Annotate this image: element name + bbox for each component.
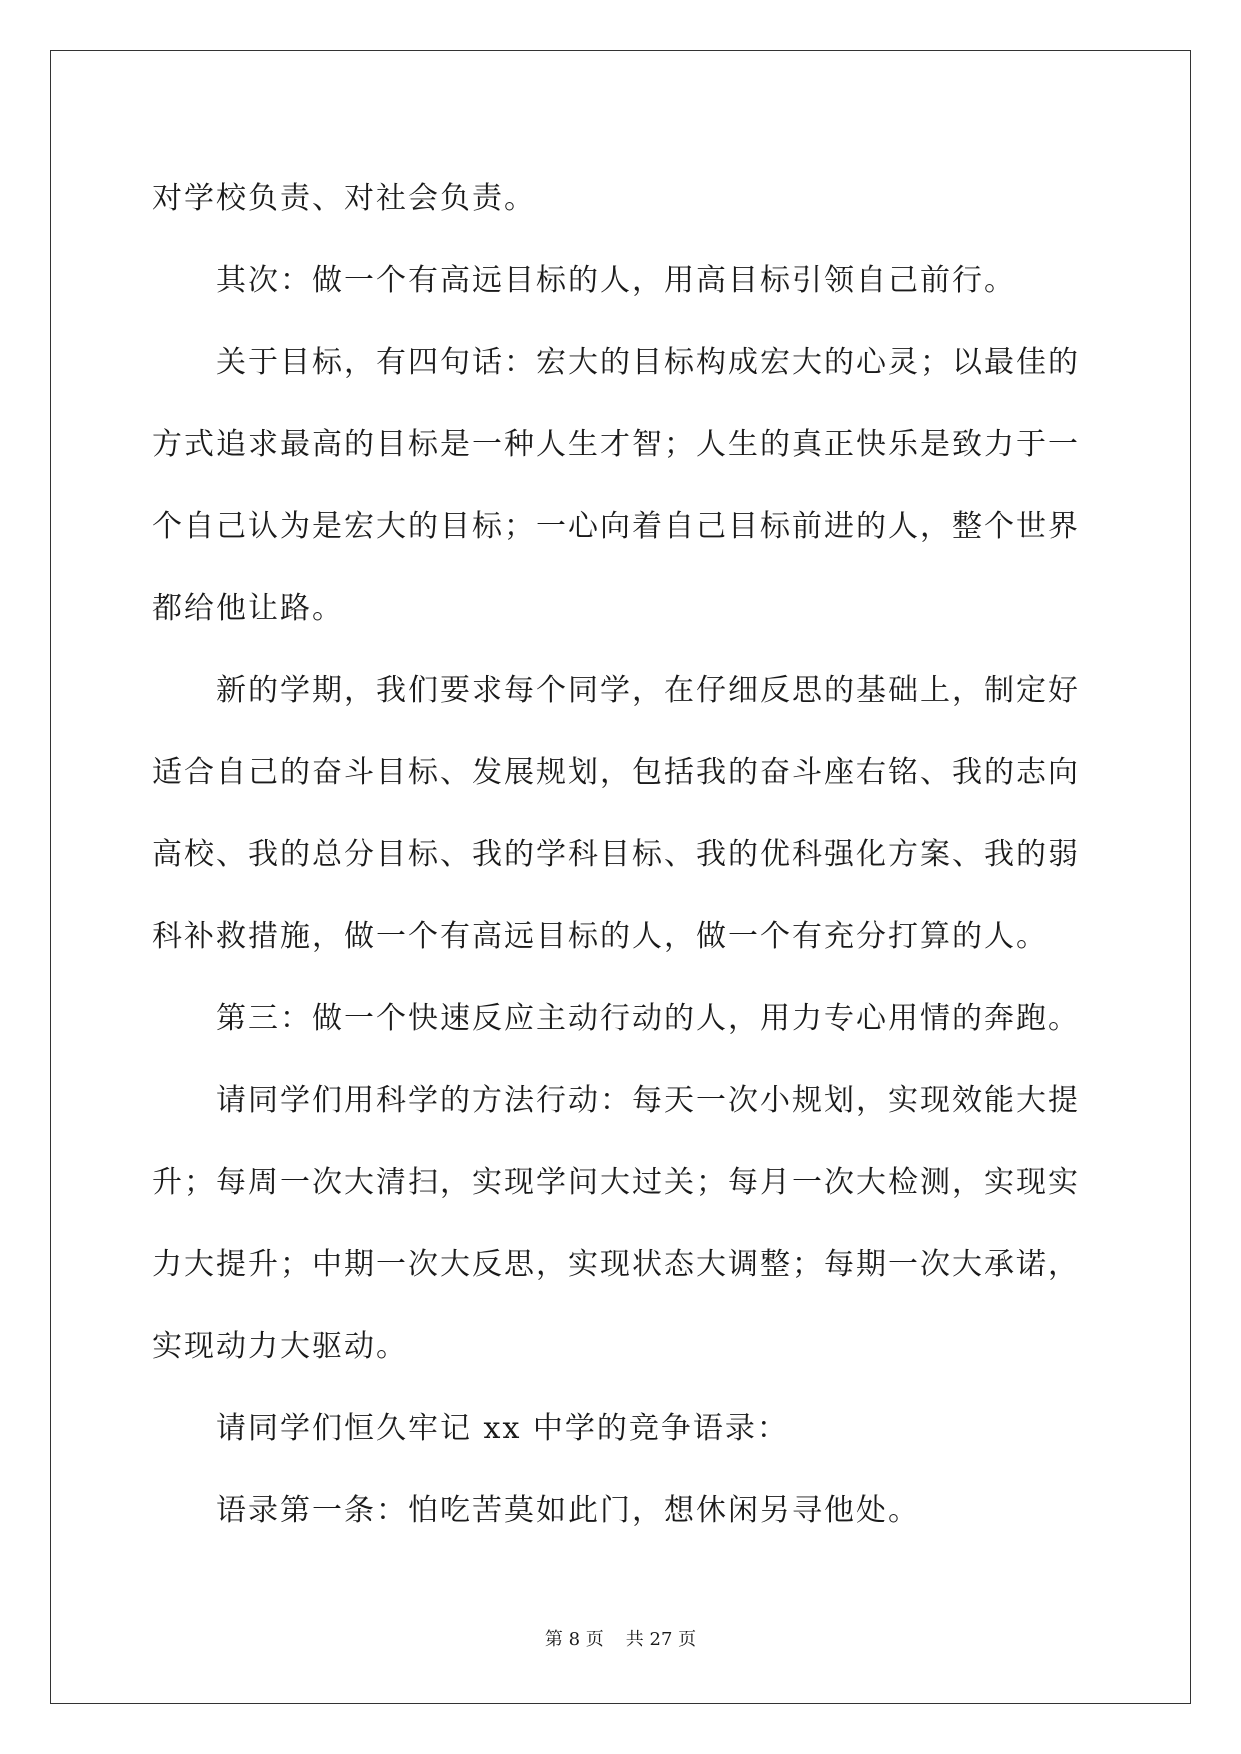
paragraph: 新的学期，我们要求每个同学，在仔细反思的基础上，制定好适合自己的奋斗目标、发展规划，包括我的奋斗座右铭、我的志向高校、我的总分目标、我的学科目标、我的优科强化方案、我的弱科补救措施，做一个有高远目标的人，做一个有充分打算的人。: [152, 673, 1080, 954]
paragraph: 请同学们用科学的方法行动：每天一次小规划，实现效能大提升；每周一次大清扫，实现学问大过关；每月一次大检测，实现实力大提升；中期一次大反思，实现状态大调整；每期一次大承诺，实现动力大驱动。: [152, 1083, 1080, 1364]
page-footer: [0, 1625, 1241, 1651]
paragraph: 语录第一条：怕吃苦莫如此门，想休闲另寻他处。: [216, 1493, 920, 1528]
document-body: [152, 158, 1092, 1552]
paragraph: 其次：做一个有高远目标的人，用高目标引领自己前行。: [216, 263, 1016, 298]
paragraph: 第三：做一个快速反应主动行动的人，用力专心用情的奔跑。: [216, 1001, 1080, 1036]
paragraph: 对学校负责、对社会负责。: [152, 181, 536, 216]
page-number: 第 8 页: [544, 1629, 604, 1650]
paragraph: 请同学们恒久牢记 xx 中学的竞争语录：: [216, 1411, 789, 1446]
page-total: 共 27 页: [625, 1629, 697, 1650]
paragraph: 关于目标，有四句话：宏大的目标构成宏大的心灵；以最佳的方式追求最高的目标是一种人生才智；人生的真正快乐是致力于一个自己认为是宏大的目标；一心向着自己目标前进的人，整个世界都给他让路。: [152, 345, 1080, 626]
